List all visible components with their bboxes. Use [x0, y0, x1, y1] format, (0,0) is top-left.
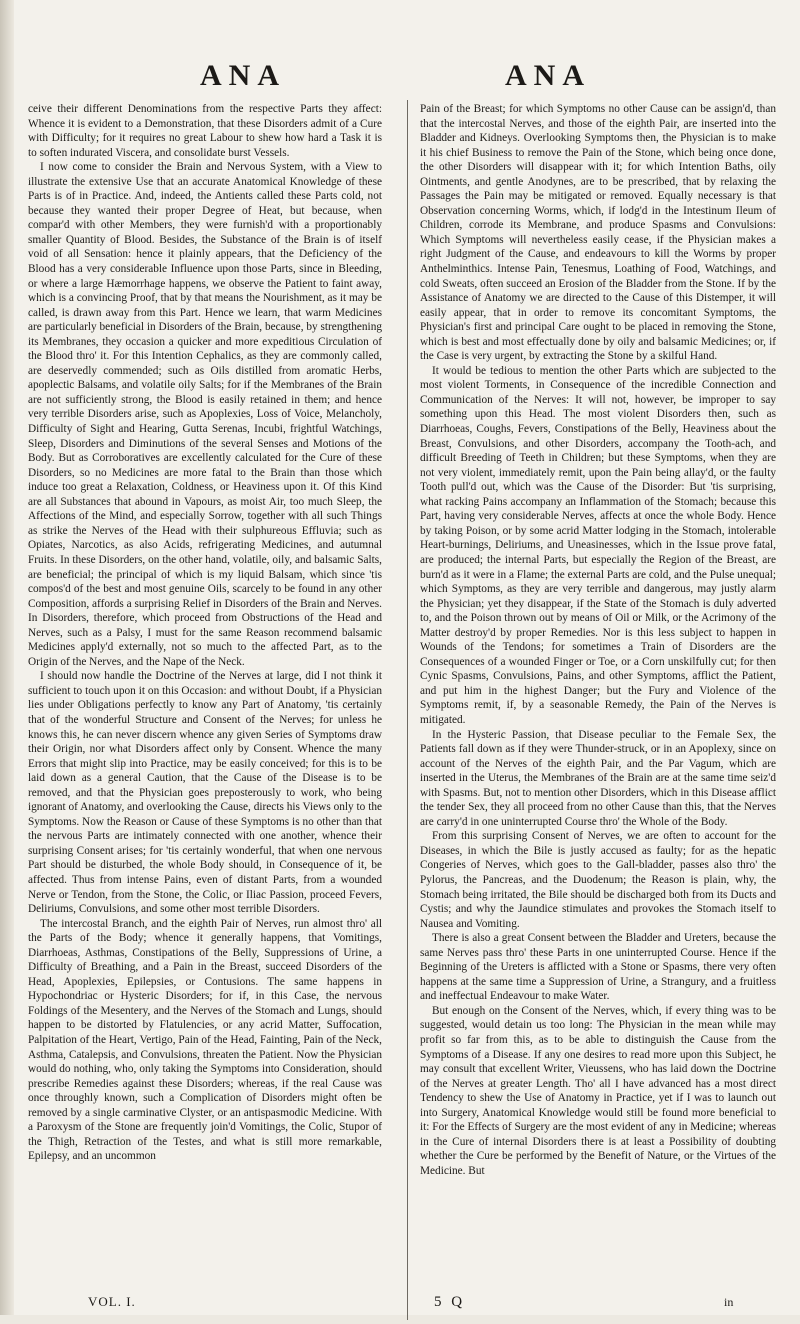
paragraph: In the Hysteric Passion, that Disease peculiar to the Female Sex, the Patients fall down as if they were Thunder-struck, or in an Apoplexy, since on account of the Nerves of the eighth Pair, and the Par Vagum, which are inserted in the Uterus, the Membranes of the Brain are at the same time seiz'd with Spasms. But, not to mention other Disorders, which in this Disease afflict the tender Sex, they all proceed from no other Cause than this, that the Nerves are carry'd in one uninterrupted Course thro' the Whole of the Body. — [420, 728, 776, 828]
paragraph: I now come to consider the Brain and Nervous System, with a View to illustrate the extensive Use that an accurate Anatomical Knowledge of these Parts is of in Practice. And, indeed, the Antients called these Parts cold, not because they wanted their proper Degree of Heat, but because, when compar'd with other Members, they were furnish'd with a proportionably smaller Quantity of Blood. Besides, the Substance of the Brain is of itself void of all Sensation: hence it plainly appears, that the Deficiency of the Blood has a very considerable Influence upon those Parts, since in Bleeding, or where a large Hæmorrhage happens, we observe the Patient to faint away, which is a convincing Proof, that by that means the Nourishment, as it may be called, is drawn away from this Part. Hence we learn, that warm Medicines are particularly beneficial in Disorders of the Brain, because, by strengthening its Membranes, they occasion a quicker and more expeditious Circulation of the Blood thro' it. For this Intention Cephalics, as they are commonly called, are deservedly commended; such as Oils distilled from aromatic Herbs, apoplectic Balsams, and volatile oily Salts; for if the Membranes of the Brain are not sufficiently strong, the Blood is easily retained in them; and hence very terrible Disorders arise, such as Apoplexies, Loss of Voice, Melancholy, Difficulty of Sight and Hearing, Gutta Serenas, Incubi, frightful Watchings, Sleep, Disorders and Diminutions of the several Senses and Motions of the Body. But as Corroboratives are excellently calculated for the Cure of these Disorders, so no Medicines are more fatal to the Brain than those which induce too great a Relaxation, Coldness, or Heaviness upon it. Of this Kind are all Substances that abound in Vapours, as moist Air, too much Sleep, the Affections of the Mind, and especially Sorrow, together with all such Things as strike the Nerves of the Head with their sulphureous Effluvia; such as Opiates, Narcotics, as also Acids, refrigerating Medicines, and autumnal Fruits. In these Disorders, on the other hand, volatile, oily, and balsamic Salts, are beneficial; the principal of which is my liquid Balsam, which since 'tis compos'd of the best and most genuine Oils, scarcely to be found in any other Composition, affords a surprising Relief in Disorders of the Brain and Nerves. In Disorders, therefore, which proceed from Obstructions of the Head and Nerves, such as a Palsy, I must for the same Reason recommend balsamic Medicines apply'd externally, not so much to the affected Part, as to the Origin of the Nerves, and the Nape of the Neck. — [28, 161, 382, 668]
paragraph: Pain of the Breast; for which Symptoms no other Cause can be assign'd, than that the intercostal Nerves, and those of the eighth Pair, are inserted into the Bladder and Kidneys. Overlooking Symptoms then, the Physician is to make it his chief Business to remove the Pain of the Stone, which being once done, the other Disorders will disappear with it; for which Intention Baths, oily Ointments, and gentle Anodynes, are to be prescribed, that by relaxing the Passages the Pain may be mitigated or removed. Equally necessary is that Observation concerning Worms, which, if lodg'd in the Intestinum Ileum of Children, corrode its Membrane, and produce Spasms and Convulsions: Which Symptoms will nevertheless easily cease, if the Physician makes a right Judgment of the Cause, and endeavours to kill the Worms by proper Anthelminthics. Intense Pain, Tenesmus, Loathing of Food, Watchings, and cold Sweats, often succeed an Erosion of the Bladder from the Stone. If by the Assistance of Anatomy we are directed to the Cause of this Distemper, it will easily appear, that in order to remove its concomitant Symptoms, the Physician's first and principal Care ought to be placed in removing the Stone, which is best and most effectually done by oily and balsamic Medicines; or, if the Case is very urgent, by extracting the Stone by a skilful Hand. — [420, 103, 776, 363]
catchword: in — [724, 1295, 734, 1309]
paragraph: ceive their different Denominations from the respective Parts they affect: Whence it is evident to a Demonstration, that these Disorders admit of a Cure with Difficulty; for it requires no great Labour to shew how hard a Task it is to soften indurated Viscera, and consolidate burst Vessels. — [28, 103, 382, 159]
header-left-word: ANA — [200, 59, 286, 92]
paragraph: It would be tedious to mention the other Parts which are subjected to the most violent Torments, in Consequence of the incredible Connection and Communication of the Nerves: It will not, however, be improper to say something upon this Head. The most violent Disorders then, such as Diarrhoeas, Coughs, Fevers, Constipations of the Belly, Heaviness about the Breast, Convulsions, and other Disorders, accompany the Tooth-ach, and difficult Breeding of Teeth in Children; but these Symptoms, when they are not very violent, immediately remit, upon the Pain being allay'd, or the faulty Tooth pull'd out, which was the Cause of the Disorder: But 'tis surprising, what racking Pains accompany an Inflammation of the Stomach; because this Part, having very considerable Nerves, affects at once the whole Body. Hence by taking Poison, or by some acrid Matter lodging in the Stomach, intolerable Heart-burnings, Deliriums, and Uneasinesses, which in the Issue prove fatal, are produced; the internal Parts, but especially the Region of the Breast, are burn'd as it were in a Flame; the external Parts are cold, and the Pulse unequal; which Symptoms, as they are very terrible and dangerous, may justly alarm the Physician; yet they disappear, if the State of the Stomach is duly adverted to, and the Poison thrown out by means of Oil or Milk, or the Acrimony of the Matter destroy'd by proper Remedies. Nor is this less subject to happen in Wounds of the Tendons; for sometimes a Train of Disorders are the Consequences of a wounded Finger or Toe, or a Corn unskilfully cut; for then Cynic Spasms, Convulsions, Pains, and other Symptoms, afflict the Patient, and put him in the highest Danger; but the Fury and Violence of the Symptoms remit, if, by a seasonable Remedy, the Pain of the Nerves is mitigated. — [420, 364, 776, 726]
paragraph: From this surprising Consent of Nerves, we are often to account for the Diseases, in which the Bile is justly accused as faulty; for as the hepatic Congeries of Nerves, which goes to the Gall-bladder, passes also thro' the Pylorus, the Pancreas, and the Duodenum; the Reason is plain, why, the Stomach being irritated, the Bile should be discharged both from its Ducts and Cystis; and why the Jaundice stimulates and provokes the Stomach itself to Nausea and Vomiting. — [420, 830, 776, 930]
paragraph: The intercostal Branch, and the eighth Pair of Nerves, run almost thro' all the Parts of the Body; whence it generally happens, that Vomitings, Diarrhoeas, Asthmas, Constipations of the Belly, Suppressions of Urine, a Difficulty of Breathing, and a Pain in the Breast, succeed Disorders of the Head, Apoplexies, Epilepsies, or Contusions. The same happens in Hypochondriac or Hysteric Disorders; for if, in this Case, the nervous Foldings of the Mesentery, and the Nerves of the Stomach and Lungs, should happen to be distorted by Flatulencies, or any acrid Matter, Suffocation, Palpitation of the Heart, Vertigo, Pain of the Head, Fainting, Pain of the Neck, Asthma, Catalepsis, and Convulsions, threaten the Patient. Now the Physician would do nothing, who, only taking the Symptoms into Consideration, should prescribe Remedies against these Disorders; whereas, if the real Cause was once throughly known, such a Complication of Disorders might often be removed by a single carminative Clyster, or an antispasmodic Medicine. With a Paroxysm of the Stone are frequently join'd Vomitings, the Colic, Stupor of the Thigh, Retraction of the Testes, and what is still more remarkable, Epilepsy, and an uncommon — [28, 917, 382, 1163]
paragraph: I should now handle the Doctrine of the Nerves at large, did I not think it sufficient to touch upon it on this Occasion: and without Doubt, if a Physician lies under Obligations perfectly to know any Part of Anatomy, 'tis certainly that of the wonderful Structure and Consent of the Nerves; for unless he knows this, he can never discern whence any given Series of Symptoms draw their Origin, nor what Disorders affect only by Consent. Whence the many Errors that might slip into Practice, may be easily conceived; for this is to be laid down as a general Caution, that the Cause of the Disease is to be removed, and that the Physician goes preposterously to work, who being ignorant of Anatomy, and overlooking the Cause, directs his Views only to the Symptoms. Now the Reason or Cause of these Symptoms is no other than that the nervous Parts are intimately connected with one another, whence their surprising Consent arises; for 'tis certainly wonderful, that when one nervous Part should be disturbed, the whole Body should, in Consequence of it, be affected. Thus from intense Pains, even of distant Parts, from a wounded Nerve or Tendon, from the Stone, the Colic, or Iliac Passion, proceed Fevers, Deliriums, Convulsions, and some other most terrible Disorders. — [28, 670, 382, 916]
volume-label: VOL. I. — [88, 1294, 136, 1309]
right-text-column — [420, 102, 776, 1324]
column-divider — [407, 100, 408, 1320]
paragraph: But enough on the Consent of the Nerves, which, if every thing was to be suggested, would detain us too long: The Physician in the mean while may profit so far from this, as to be able to distinguish the Cause from the Symptoms of a Disease. If any one desires to read more upon this Subject, he may consult that excellent Writer, Vieussens, who has laid down the Doctrine of the Nerves at greater Length. Tho' all I have advanced has a most direct Tendency to shew the Use of Anatomy in Practice, yet if I was to launch out into Surgery, Anatomical Knowledge would still be found more beneficial to it: For the Effects of Surgery are the most evident of any in Medicine; whereas in the Cure of internal Disorders there is at least a Possibility of doubting whether the Cure be performed by the Benefit of Nature, or the Virtues of the Medicine. But — [420, 1004, 776, 1177]
signature-mark: 5 Q — [434, 1294, 466, 1310]
paragraph: There is also a great Consent between the Bladder and Ureters, because the same Nerves pass thro' these Parts in one uninterrupted Course. Hence if the Beginning of the Ureters is afflicted with a Stone or Spasms, there very often happens at the same time a Suppression of Urine, a Strangury, and a fruitless and ineffectual Endeavour to make Water. — [420, 932, 776, 1003]
binding-edge — [0, 0, 14, 1315]
header-right-word: ANA — [505, 59, 591, 92]
page-footer — [0, 1292, 800, 1312]
running-header — [0, 58, 800, 94]
left-text-column — [28, 102, 382, 1324]
